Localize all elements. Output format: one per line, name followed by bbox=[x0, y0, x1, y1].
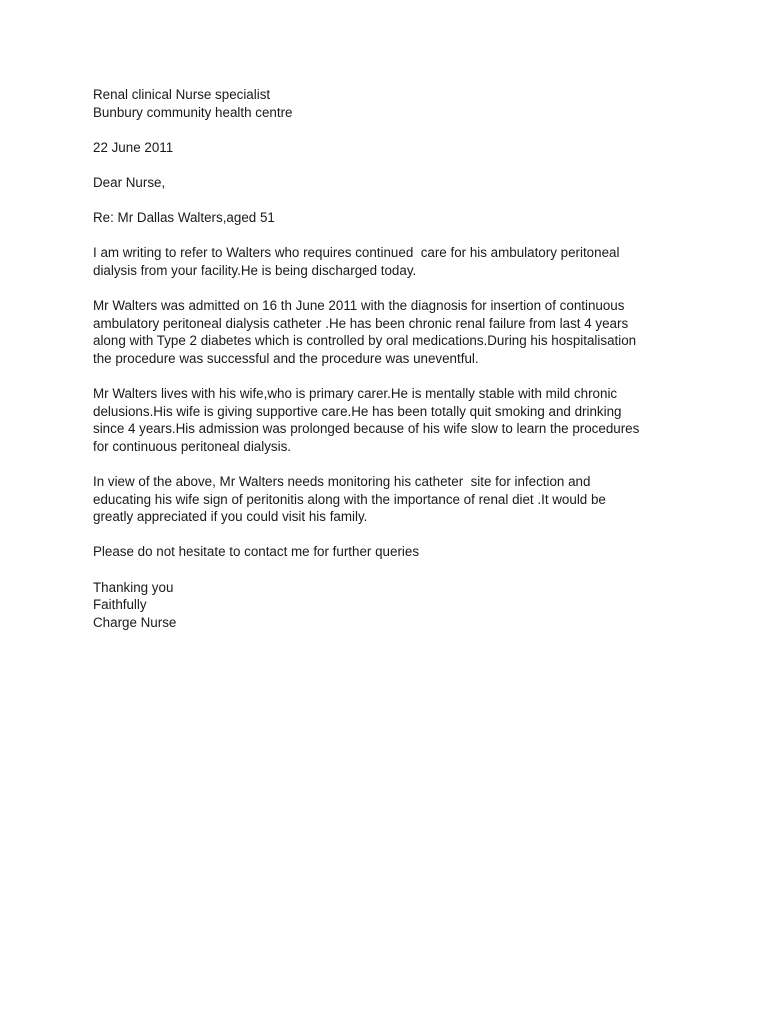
spacer bbox=[93, 561, 703, 579]
paragraph-line: along with Type 2 diabetes which is controlled by oral medications.During his hospitalisation bbox=[93, 333, 637, 349]
spacer bbox=[93, 280, 703, 298]
paragraph-line: dialysis from your facility.He is being discharged today. bbox=[93, 262, 417, 278]
closing-valediction: Faithfully bbox=[93, 597, 147, 613]
closing-thanks: Thanking you bbox=[93, 579, 174, 595]
paragraph-line: Mr Walters was admitted on 16 th June 2011 with the diagnosis for insertion of continuous bbox=[93, 298, 625, 314]
letter-date: 22 June 2011 bbox=[93, 139, 174, 155]
signature-role: Charge Nurse bbox=[93, 614, 177, 630]
paragraph-line: Please do not hesitate to contact me for further queries bbox=[93, 544, 420, 560]
spacer bbox=[93, 368, 703, 386]
spacer bbox=[93, 121, 703, 139]
paragraph-line: Mr Walters lives with his wife,who is primary carer.He is mentally stable with mild chronic bbox=[93, 386, 618, 402]
paragraph-contact bbox=[93, 543, 703, 561]
paragraph-admission bbox=[93, 297, 703, 367]
paragraph-line: for continuous peritoneal dialysis. bbox=[93, 438, 291, 454]
salutation: Dear Nurse, bbox=[93, 174, 166, 190]
spacer bbox=[93, 156, 703, 174]
paragraph-line: delusions.His wife is giving supportive care.He has been totally quit smoking and drinking bbox=[93, 403, 622, 419]
referral-letter bbox=[93, 86, 703, 631]
sender-title: Renal clinical Nurse specialist bbox=[93, 87, 271, 102]
paragraph-line: ambulatory peritoneal dialysis catheter .He has been chronic renal failure from last 4 years bbox=[93, 315, 629, 331]
paragraph-line: educating his wife sign of peritonitis along with the importance of renal diet .It would be bbox=[93, 491, 606, 507]
spacer bbox=[93, 192, 703, 210]
subject-line: Re: Mr Dallas Walters,aged 51 bbox=[93, 210, 275, 226]
paragraph-referral bbox=[93, 244, 703, 279]
paragraph-social-history bbox=[93, 385, 703, 455]
paragraph-line: since 4 years.His admission was prolonged because of his wife slow to learn the procedures bbox=[93, 421, 640, 437]
paragraph-line: the procedure was successful and the procedure was uneventful. bbox=[93, 350, 479, 366]
spacer bbox=[93, 227, 703, 245]
sender-organisation: Bunbury community health centre bbox=[93, 104, 293, 120]
paragraph-line: In view of the above, Mr Walters needs monitoring his catheter site for infection and bbox=[93, 474, 591, 490]
paragraph-line: I am writing to refer to Walters who requires continued care for his ambulatory peritoneal bbox=[93, 245, 620, 261]
spacer bbox=[93, 526, 703, 544]
paragraph-care-needs bbox=[93, 473, 703, 526]
spacer bbox=[93, 455, 703, 473]
paragraph-line: greatly appreciated if you could visit his family. bbox=[93, 509, 368, 525]
